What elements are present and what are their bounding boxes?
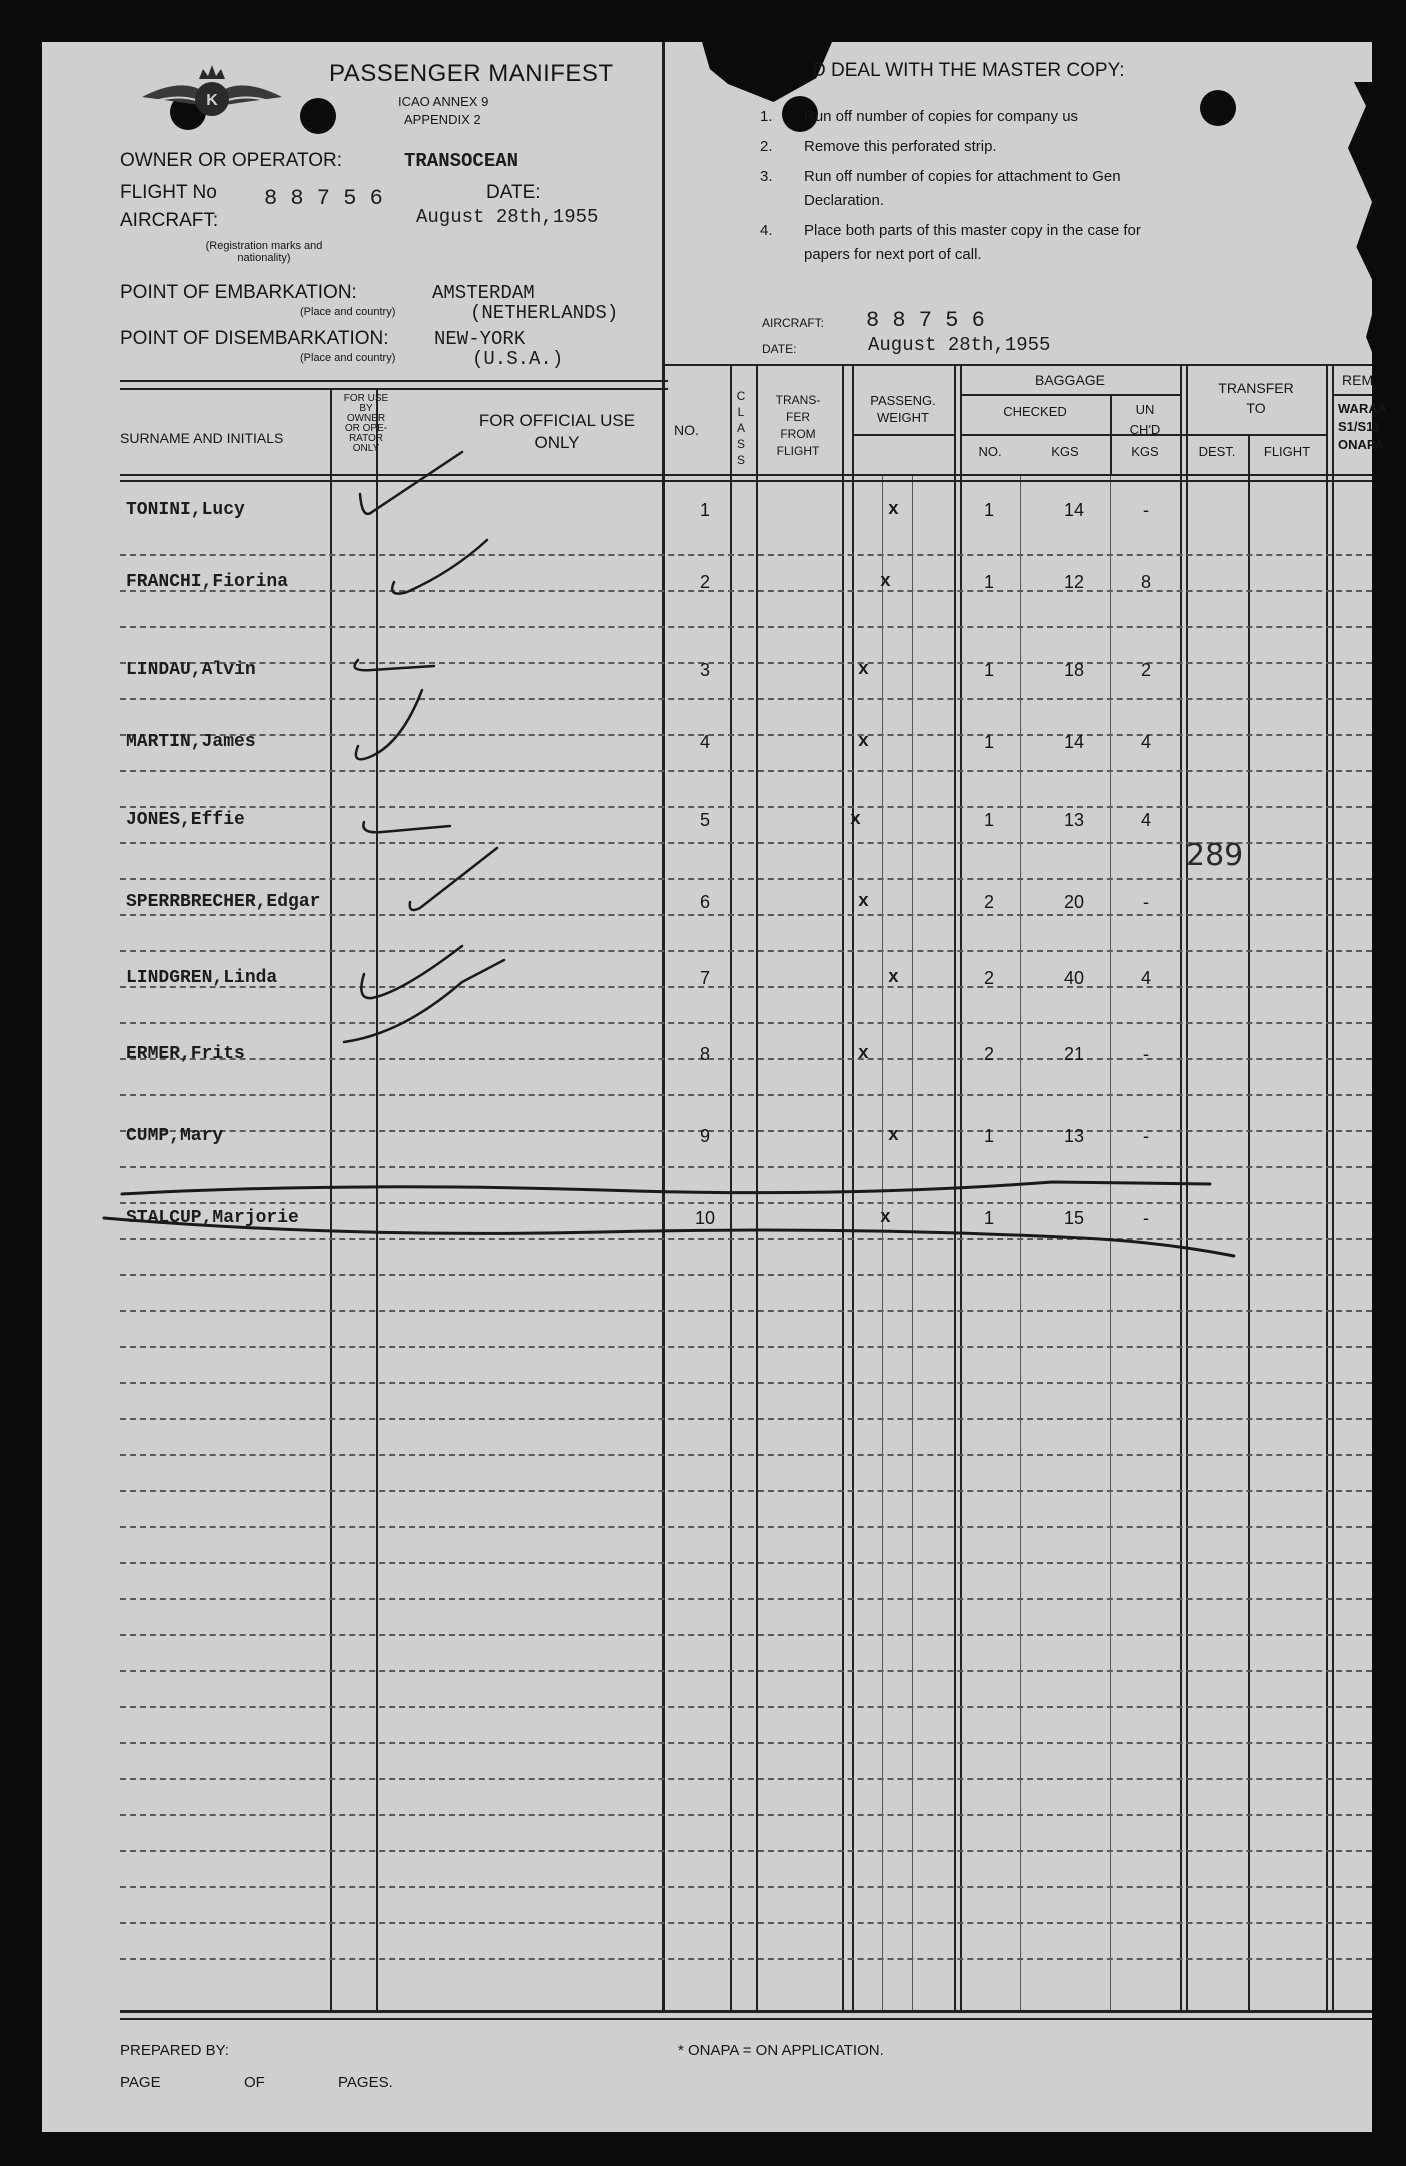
flight-value: 8 8 7 5 6 (264, 186, 383, 211)
unchecked-kgs: - (1143, 892, 1149, 912)
col-no: NO. (674, 422, 699, 438)
passenger-name: CUMP,Mary (126, 1126, 224, 1146)
col-owner-use-line: RATOR (348, 433, 384, 444)
passenger-number: 10 (694, 1208, 716, 1228)
disembarkation-value: NEW-YORK (434, 328, 526, 350)
svg-text:K: K (206, 92, 218, 109)
instruction-number: 2. (760, 138, 773, 155)
baggage-count: 1 (983, 572, 994, 592)
col-owner-use-line: OR OPE- (344, 423, 388, 434)
baggage-count: 2 (983, 1044, 994, 1064)
col-owner-use-line: FOR USE (343, 393, 389, 404)
baggage-kgs: 12 (1063, 572, 1085, 592)
baggage-kgs: 21 (1063, 1044, 1085, 1064)
passenger-weight-mark: x (858, 1044, 869, 1064)
col-transfer-from-line: FLIGHT (776, 444, 820, 458)
col-class-letter: S (736, 453, 745, 467)
baggage-kgs: 18 (1063, 660, 1085, 680)
col-owner-use-line: BY (359, 403, 373, 414)
checkmark-icon (356, 690, 422, 759)
passenger-weight-mark: x (888, 500, 899, 520)
passenger-number: 7 (699, 968, 710, 988)
unchecked-kgs: - (1143, 500, 1149, 520)
passenger-number: 5 (699, 810, 710, 830)
col-flight: FLIGHT (1263, 444, 1311, 459)
instruction-number: 1. (760, 108, 773, 125)
passenger-weight-mark: x (850, 810, 861, 830)
passenger-name: FRANCHI,Fiorina (126, 572, 289, 592)
owner-label: OWNER OR OPERATOR: (120, 150, 343, 171)
passenger-number: 1 (699, 500, 710, 520)
passenger-name: LINDAU,Alvin (126, 660, 256, 680)
owner-value: TRANSOCEAN (404, 150, 519, 172)
embarkation-value: AMSTERDAM (432, 282, 535, 304)
passenger-number: 2 (699, 572, 710, 592)
col-class-letter: A (736, 421, 745, 435)
strike-line (104, 1218, 1234, 1256)
checkmark-icon (355, 660, 434, 670)
col-unchd-line: CH'D (1129, 422, 1161, 437)
baggage-count: 2 (983, 892, 994, 912)
passenger-weight-mark: x (888, 1126, 899, 1146)
checkmark-icon (410, 848, 497, 910)
place-country-note: (Place and country) (300, 352, 396, 364)
passenger-number: 4 (699, 732, 710, 752)
col-official-use-line: FOR OFFICIAL USE (478, 411, 636, 430)
col-remarks-line: WARAA (1338, 401, 1388, 416)
passenger-weight-mark: x (888, 968, 899, 988)
col-dest: DEST. (1198, 444, 1236, 459)
col-transfer-from-line: FER (786, 410, 810, 424)
instructions-date-value: August 28th,1955 (868, 334, 1051, 356)
unchecked-kgs: - (1143, 1126, 1149, 1146)
date-label: DATE: (486, 182, 541, 203)
instructions-aircraft-label: AIRCRAFT: (762, 316, 825, 330)
aircraft-label: AIRCRAFT: (120, 210, 219, 231)
col-unchd-kgs: KGS (1131, 444, 1159, 459)
disembarkation-label: POINT OF DISEMBARKATION: (120, 328, 389, 349)
passenger-weight-mark: x (880, 1208, 891, 1228)
unchecked-kgs: 4 (1140, 968, 1151, 988)
instruction-text: Remove this perforated strip. (804, 138, 997, 155)
passenger-weight-mark: x (880, 572, 891, 592)
col-owner-use-line: OWNER (346, 413, 386, 424)
passenger-name: TONINI,Lucy (126, 500, 245, 520)
col-class-letter: L (737, 405, 745, 419)
col-class-letter: S (736, 437, 745, 451)
col-owner-use-line: ONLY (352, 443, 380, 454)
instructions-aircraft-value: 8 8 7 5 6 (866, 308, 985, 333)
checkmark-icon (360, 452, 462, 514)
passenger-name: STALCUP,Marjorie (126, 1208, 299, 1228)
col-weight-line: PASSENG. (870, 393, 936, 408)
instruction-text: papers for next port of call. (804, 246, 982, 263)
date-value: August 28th,1955 (416, 206, 599, 228)
checkmark-icon (392, 540, 487, 594)
passenger-number: 8 (699, 1044, 710, 1064)
place-country-note: (Place and country) (300, 306, 396, 318)
checkmark-icon (361, 946, 462, 998)
disembarkation-country: (U.S.A.) (472, 348, 564, 370)
appendix-label: APPENDIX 2 (404, 112, 481, 127)
baggage-count: 1 (983, 1126, 994, 1146)
col-weight-line: WEIGHT (877, 410, 929, 425)
col-remarks: REM (1342, 372, 1374, 388)
baggage-kgs: 14 (1063, 732, 1085, 752)
passenger-weight-mark: x (858, 732, 869, 752)
col-checked: CHECKED (1003, 404, 1067, 419)
baggage-count: 1 (983, 660, 994, 680)
unchecked-kgs: - (1143, 1044, 1149, 1064)
baggage-kgs: 14 (1063, 500, 1085, 520)
baggage-count: 1 (983, 732, 994, 752)
instruction-number: 3. (760, 168, 773, 185)
baggage-kgs: 40 (1063, 968, 1085, 988)
instructions-date-label: DATE: (762, 342, 797, 356)
passenger-weight-mark: x (858, 892, 869, 912)
passenger-name: LINDGREN,Linda (126, 968, 278, 988)
strike-line (122, 1182, 1210, 1194)
passenger-name: SPERRBRECHER,Edgar (126, 892, 321, 912)
baggage-kgs: 13 (1063, 1126, 1085, 1146)
passenger-number: 6 (699, 892, 710, 912)
annex-label: ICAO ANNEX 9 (398, 94, 489, 109)
baggage-kgs: 20 (1063, 892, 1085, 912)
col-remarks-line: S1/S11 (1338, 419, 1380, 434)
instruction-text: Declaration. (804, 192, 885, 209)
instruction-text: Run off number of copies for company us (804, 108, 1079, 125)
page-label: PAGE (120, 2074, 161, 2091)
baggage-count: 2 (983, 968, 994, 988)
col-baggage: BAGGAGE (1034, 372, 1106, 388)
col-remarks-line: ONAPA (1338, 437, 1384, 452)
prepared-by-label: PREPARED BY: (120, 2042, 229, 2059)
handwritten-total: 289 (1186, 838, 1244, 873)
unchecked-kgs: 4 (1140, 810, 1151, 830)
passenger-name: MARTIN,James (126, 732, 256, 752)
col-class-letter: C (736, 389, 746, 403)
baggage-count: 1 (983, 810, 994, 830)
col-transfer-to-line: TO (1246, 400, 1266, 416)
embarkation-label: POINT OF EMBARKATION: (120, 282, 357, 303)
embarkation-country: (NETHERLANDS) (470, 302, 619, 324)
col-unchd-line: UN (1135, 402, 1155, 417)
unchecked-kgs: - (1143, 1208, 1149, 1228)
col-transfer-to-line: TRANSFER (1218, 380, 1294, 396)
checkmark-icon (363, 822, 450, 832)
col-transfer-from-line: FROM (780, 427, 816, 441)
passenger-number: 3 (699, 660, 710, 680)
manifest-sheet (42, 42, 1388, 2132)
instruction-text: Run off number of copies for attachment to Gen (804, 168, 1121, 185)
flight-label: FLIGHT No (120, 182, 217, 203)
of-label: OF (244, 2074, 265, 2091)
handwriting-overlay (42, 42, 1372, 2132)
passenger-number: 9 (699, 1126, 710, 1146)
passenger-name: ERMER,Frits (126, 1044, 245, 1064)
passenger-name: JONES,Effie (126, 810, 245, 830)
unchecked-kgs: 2 (1140, 660, 1151, 680)
unchecked-kgs: 8 (1140, 572, 1151, 592)
unchecked-kgs: 4 (1140, 732, 1151, 752)
col-bag-no: NO. (978, 444, 1002, 459)
baggage-kgs: 13 (1063, 810, 1085, 830)
baggage-count: 1 (983, 1208, 994, 1228)
passenger-weight-mark: x (858, 660, 869, 680)
instruction-number: 4. (760, 222, 773, 239)
baggage-count: 1 (983, 500, 994, 520)
instruction-text: Place both parts of this master copy in the case for (804, 222, 1141, 239)
instructions-title: D DEAL WITH THE MASTER COPY: (812, 60, 1125, 81)
pages-label: PAGES. (338, 2074, 393, 2091)
registration-note: (Registration marks and nationality) (205, 240, 323, 264)
col-bag-kgs: KGS (1051, 444, 1079, 459)
onapa-note: * ONAPA = ON APPLICATION. (678, 2042, 884, 2059)
col-transfer-from-line: TRANS- (775, 393, 821, 407)
col-official-use-line: ONLY (534, 433, 580, 452)
manifest-title: PASSENGER MANIFEST (329, 60, 614, 87)
col-surname: SURNAME AND INITIALS (120, 430, 284, 446)
baggage-kgs: 15 (1063, 1208, 1085, 1228)
